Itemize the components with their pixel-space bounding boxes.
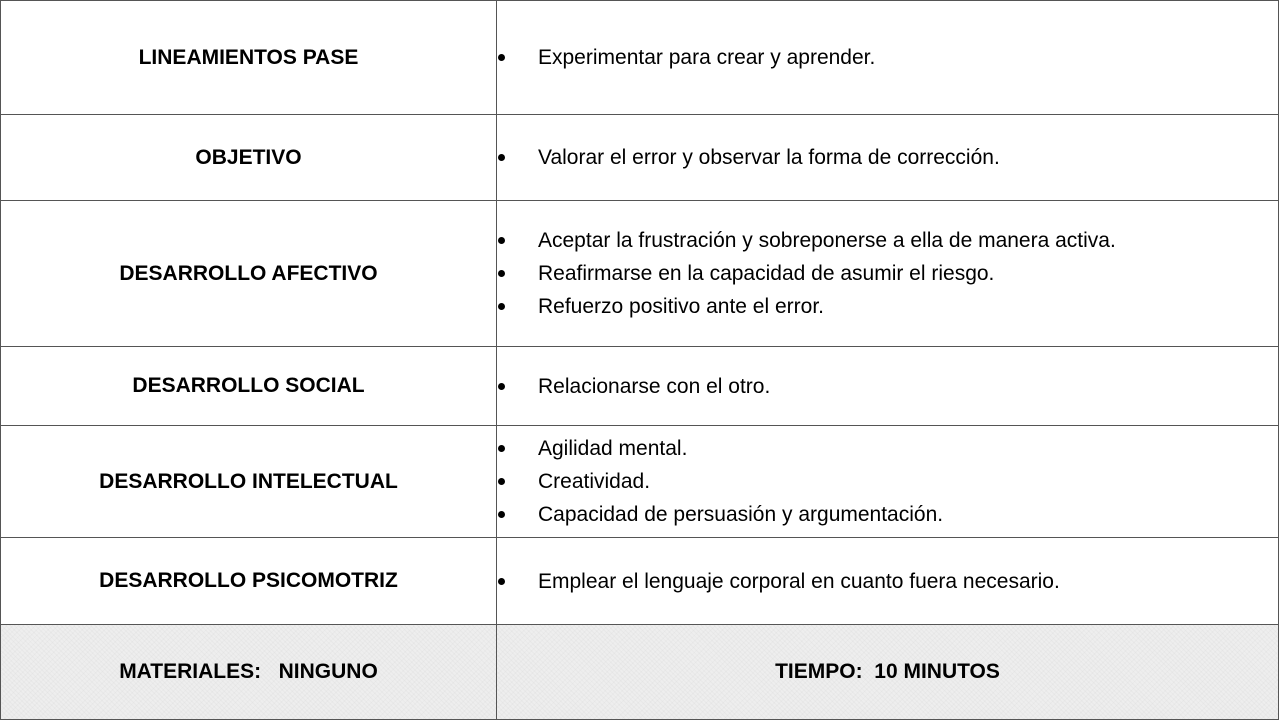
row-content-objetivo [497, 115, 1279, 201]
bullet-icon [498, 578, 505, 585]
row-content-intelectual [497, 426, 1279, 538]
list-item-text: Refuerzo positivo ante el error. [538, 295, 824, 318]
list-item [497, 565, 1278, 598]
list-item [497, 370, 1278, 403]
tiempo-cell [497, 625, 1279, 720]
bullet-icon [498, 237, 505, 244]
row-label-intelectual: DESARROLLO INTELECTUAL [1, 426, 497, 538]
list-item-text: Capacidad de persuasión y argumentación. [538, 503, 944, 526]
list-item [497, 257, 1278, 290]
row-content-psicomotriz [497, 538, 1279, 625]
bullet-list [497, 432, 1278, 531]
bullet-icon [498, 154, 505, 161]
bullet-icon [498, 478, 505, 485]
tiempo-text: TIEMPO: 10 MINUTOS [775, 660, 1000, 683]
row-content-afectivo [497, 201, 1279, 347]
table-row [1, 347, 1279, 426]
bullet-icon [498, 445, 505, 452]
table-row [1, 115, 1279, 201]
table-row [1, 538, 1279, 625]
bullet-list [497, 224, 1278, 323]
bullet-list [497, 141, 1278, 174]
table-row [1, 1, 1279, 115]
list-item-text: Experimentar para crear y aprender. [538, 46, 876, 69]
materiales-text: MATERIALES: NINGUNO [119, 660, 378, 683]
table-row [1, 201, 1279, 347]
list-item [497, 290, 1278, 323]
bullet-icon [498, 270, 505, 277]
list-item-text: Relacionarse con el otro. [538, 374, 771, 398]
list-item [497, 432, 1278, 465]
list-item-text: Reafirmarse en la capacidad de asumir el riesgo. [538, 262, 995, 285]
list-item [497, 498, 1278, 531]
bullet-icon [498, 383, 505, 390]
bullet-icon [498, 303, 505, 310]
list-item-text: Emplear el lenguaje corporal en cuanto fuera necesario. [538, 569, 1060, 593]
row-content-social [497, 347, 1279, 426]
row-label-lineamientos: LINEAMIENTOS PASE [1, 1, 497, 115]
list-item-text: Valorar el error y observar la forma de corrección. [538, 146, 1000, 169]
row-label-afectivo: DESARROLLO AFECTIVO [1, 201, 497, 347]
table-row [1, 426, 1279, 538]
bullet-list [497, 370, 1278, 403]
bullet-icon [498, 511, 505, 518]
list-item-text: Creatividad. [538, 470, 651, 493]
list-item-text: Agilidad mental. [538, 437, 688, 460]
list-item [497, 141, 1278, 174]
row-label-objetivo: OBJETIVO [1, 115, 497, 201]
row-label-social: DESARROLLO SOCIAL [1, 347, 497, 426]
row-label-psicomotriz: DESARROLLO PSICOMOTRIZ [1, 538, 497, 625]
list-item [497, 224, 1278, 257]
bullet-list [497, 565, 1278, 598]
list-item-text: Aceptar la frustración y sobreponerse a ella de manera activa. [538, 229, 1116, 252]
list-item [497, 41, 1278, 74]
materiales-cell [1, 625, 497, 720]
list-item [497, 465, 1278, 498]
row-content-lineamientos [497, 1, 1279, 115]
bullet-list [497, 41, 1278, 74]
footer-row [1, 625, 1279, 720]
bullet-icon [498, 54, 505, 61]
